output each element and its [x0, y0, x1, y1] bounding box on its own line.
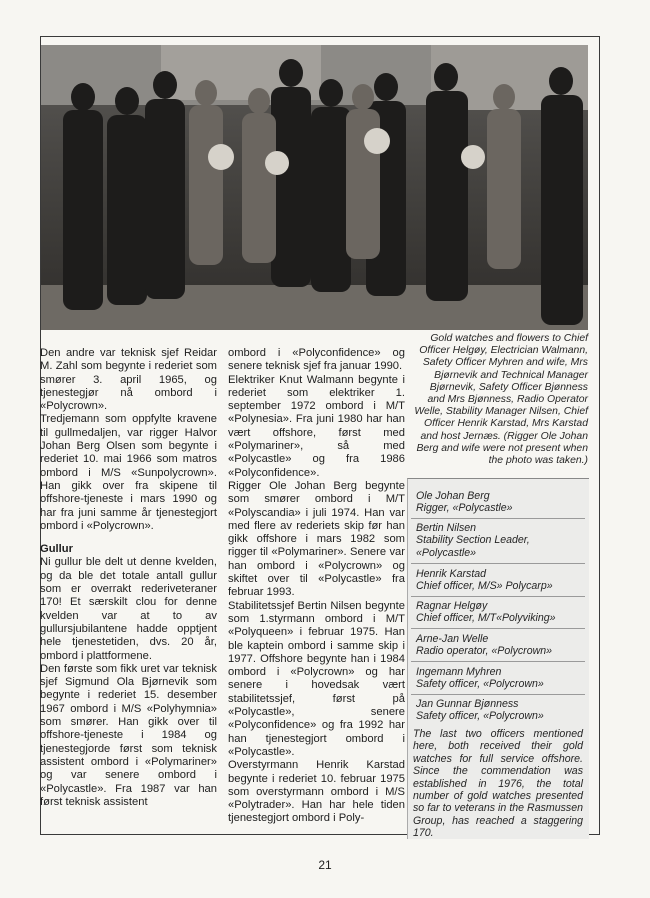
- sidebar-divider: [411, 661, 585, 662]
- sidebar-entry: [416, 633, 584, 658]
- entry-name: Ragnar Helgøy: [416, 600, 488, 612]
- entry-role: Rigger, «Polycastle»: [416, 502, 513, 515]
- section-heading-gullur: Gullur: [40, 543, 73, 556]
- sidebar-entry: [416, 522, 584, 559]
- sidebar-divider: [411, 563, 585, 564]
- entry-name: Arne-Jan Welle: [416, 633, 489, 645]
- paragraph-karstad: Overstyrmann Henrik Karstad begynte i rederiet 10. februar 1975 som overstyrmann ombord i M/S «Polytrader». Han har hele tiden tjenestegjort ombord i Poly-: [228, 759, 405, 825]
- sidebar-divider: [411, 518, 585, 519]
- paragraph-nilsen: Stabilitetssjef Bertin Nilsen begynte som 1.styrmann ombord i M/T «Polyqueen» i februar 1975. Han ble kaptein ombord i samme skip i 1977. Offshore begynte han i 1984 ombord i «Polycrown» og har senere i hovedsak vært stabilitetssjef, først på «Polycastle», senere «Polyconfidence» og fra 1992 har han tjenestegjort ombord i «Polycastle».: [228, 599, 405, 758]
- sidebar-divider: [411, 596, 585, 597]
- paragraph-zahl: Den andre var teknisk sjef Reidar M. Zahl som begynte i rederiet som smører 3. april 1965, og tjenestegjør nå ombord i «Polycrown».: [40, 347, 217, 413]
- paragraph-bjornevik: Den første som fikk uret var teknisk sjef Sigmund Ola Bjørnevik som begynte i rederiet 15. desember 1967 ombord i M/S «Polyhymnia» som smører. Han gikk over til offshore-tjeneste i 1984 og tjenestegjorde først som teknisk assistent ombord i «Polymariner» og var senere ombord i «Polycastle». Fra 1987 var han først teknisk assistent: [40, 662, 217, 808]
- paragraph-berg: Rigger Ole Johan Berg begynte som smører ombord i M/T «Polyscandia» i juli 1974. Han var med flere av rederiets skip før han gikk offshore i mars 1982 som rigger til «Polymariner». Senere var han ombord i «Polycrown» og skiftet over til «Polycastle» fra februar 1993.: [228, 479, 405, 599]
- sidebar-divider: [411, 694, 585, 695]
- sidebar-entry: [416, 568, 584, 593]
- sidebar-entry: [416, 698, 584, 723]
- entry-role: Safety officer, «Polycrown»: [416, 710, 544, 723]
- group-photo: [41, 45, 588, 330]
- sidebar-divider: [411, 628, 585, 629]
- entry-name: Ingemann Myhren: [416, 666, 502, 678]
- page-number: 21: [318, 858, 332, 872]
- article-column-2: [228, 347, 405, 826]
- entry-name: Ole Johan Berg: [416, 490, 490, 502]
- paragraph-gullur-intro: Ni gullur ble delt ut denne kvelden, og da ble det totale antall gullur som er overrakt rederiveteraner 170! Et særskilt clou for denne kvelden var at to av gullursjubilantene hadde opptjent hele tjenestetiden, dvs. 20 år, ombord i plattformene.: [40, 556, 217, 662]
- entry-role: Stability Section Leader, «Polycastle»: [416, 534, 530, 559]
- entry-role: Chief officer, M/S» Polycarp»: [416, 580, 553, 593]
- paragraph-olsen: Tredjemann som oppfylte kravene til gullmedaljen, var rigger Halvor Johan Berg Olsen som begynte i rederiet 10. mai 1966 som matros ombord i M/S «Sunpolycrown». Han gikk over fra skipene til offshore-tjeneste i mars 1990 og har fra juni samme år tjenestegjort ombord i «Polycrown».: [40, 413, 217, 532]
- entry-name: Bertin Nilsen: [416, 522, 477, 534]
- paragraph-walmann: Elektriker Knut Walmann begynte i rederiet som elektriker 1. september 1972 ombord i M/T «Polynesia». Fra juni 1980 har han vært offshore, først med «Polymariner», så med «Polycastle» og fra 1986 «Polyconfidence».: [228, 373, 405, 479]
- sidebar-entry: [416, 666, 584, 691]
- article-column-1: [40, 347, 217, 809]
- entry-role: Safety officer, «Polycrown»: [416, 678, 544, 691]
- sidebar-note: The last two officers mentioned here, both received their gold watches for full service offshore. Since the commendation was established in 1976, the total number of gold watches presented so far to veterans in the Rasmussen Group, has reached a staggering 170.: [413, 728, 583, 840]
- sidebar-entry: [416, 490, 584, 515]
- entry-role: Radio operator, «Polycrown»: [416, 645, 553, 658]
- sidebar-entry: [416, 600, 584, 625]
- entry-name: Henrik Karstad: [416, 568, 487, 580]
- photo-caption: Gold watches and flowers to Chief Officer Helgøy, Electrician Walmann, Safety Officer Myhren and wife, Mrs Bjørnevik and Technical Manager Bjørnevik, Safety Officer Bjønness and Mrs Bjønness, Radio Operator Welle, Stability Manager Nilsen, Chief Officer Henrik Karstad, Mrs Karstad and host Jernæs. (Rigger Ole Johan Berg and wife were not present when the photo was taken.): [414, 333, 588, 467]
- paragraph-bjornevik-cont: ombord i «Polyconfidence» og senere teknisk sjef fra januar 1990.: [228, 347, 405, 373]
- entry-name: Jan Gunnar Bjønness: [416, 698, 519, 710]
- entry-role: Chief officer, M/T«Polyviking»: [416, 612, 556, 625]
